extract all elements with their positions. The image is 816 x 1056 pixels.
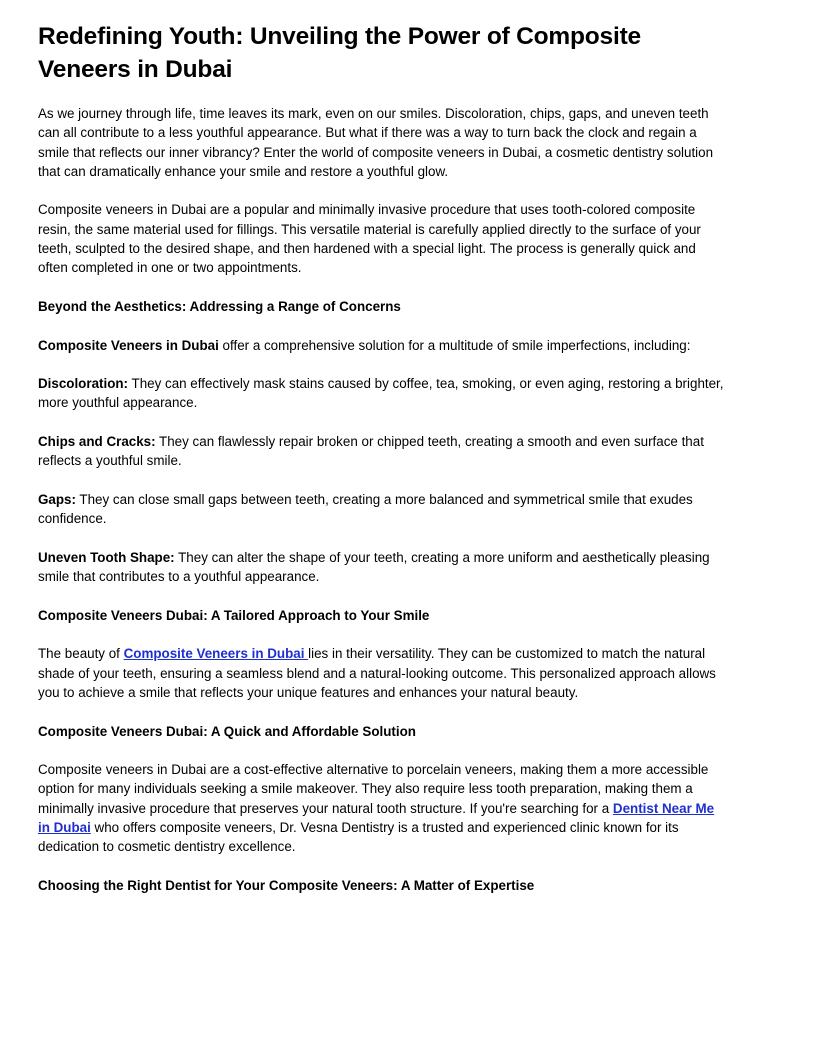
affordable-after: who offers composite veneers, Dr. Vesna Dentistry is a trusted and experienced clinic known for its dedication to cosmetic dentistry excellence.: [38, 819, 679, 855]
concern-shape: [38, 548, 728, 587]
section-heading-aesthetics: Beyond the Aesthetics: Addressing a Range of Concerns: [38, 298, 401, 314]
concern-label: Discoloration:: [38, 376, 129, 392]
dentist-near-me-link[interactable]: Dentist Near Me in Dubai: [38, 800, 715, 835]
section-heading-tailored: Composite Veneers Dubai: A Tailored Approach to Your Smile: [38, 607, 430, 623]
intro-paragraph-1: As we journey through life, time leaves its mark, even on our smiles. Discoloration, chips, gaps, and uneven teeth can all contribute to a less youthful appearance. But what if there was a way to turn back the clock and regain a smile that reflects our inner vibrancy? Enter the world of composite veneers in Dubai, a cosmetic dentistry solution that can dramatically enhance your smile and restore a youthful glow.: [38, 106, 714, 179]
tailored-before: The beauty of: [38, 646, 124, 662]
tailored-after: lies in their versatility. They can be customized to match the natural shade of your teeth, ensuring a seamless blend and a natural-looking outcome. This personalized approach allows you to achieve a smile that reflects your unique features and enhances your natural beauty.: [38, 646, 716, 700]
concern-label: Gaps:: [38, 491, 76, 507]
concern-chips: [38, 432, 728, 471]
composite-veneers-link[interactable]: Composite Veneers in Dubai: [123, 646, 309, 662]
concern-label: Uneven Tooth Shape:: [38, 549, 175, 565]
article-body: [38, 104, 728, 914]
concern-discoloration: [38, 374, 728, 413]
offer-bold: Composite Veneers in Dubai: [38, 337, 219, 353]
tailored-paragraph: [38, 644, 728, 702]
concern-text: They can effectively mask stains caused by coffee, tea, smoking, or even aging, restoring a brighter, more youthful appearance.: [38, 376, 724, 411]
page-title: Redefining Youth: Unveiling the Power of Composite Veneers in Dubai: [38, 23, 641, 83]
section-heading-affordable: Composite Veneers Dubai: A Quick and Affordable Solution: [38, 723, 416, 739]
affordable-before: Composite veneers in Dubai are a cost-effective alternative to porcelain veneers, making them a more accessible option for many individuals seeking a smile makeover. They also require less tooth preparation, making them a minimally invasive procedure that preserves your natural tooth structure. If you're searching for a: [38, 762, 709, 816]
intro-paragraph-2: Composite veneers in Dubai are a popular and minimally invasive procedure that uses tooth-colored composite resin, the same material used for fillings. This versatile material is carefully applied directly to the surface of your teeth, sculpted to the desired shape, and then hardened with a special light. The process is generally quick and often completed in one or two appointments.: [38, 202, 701, 276]
concern-text: They can close small gaps between teeth, creating a more balanced and symmetrical smile that exudes confidence.: [38, 491, 693, 527]
affordable-paragraph: [38, 760, 728, 856]
concern-text: They can alter the shape of your teeth, creating a more uniform and aesthetically pleasing smile that contributes to a youthful appearance.: [38, 549, 710, 585]
section-heading-choosing: Choosing the Right Dentist for Your Composite Veneers: A Matter of Expertise: [38, 877, 535, 893]
concern-gaps: [38, 490, 728, 529]
concern-label: Chips and Cracks:: [38, 434, 156, 450]
offer-text: offer a comprehensive solution for a multitude of smile imperfections, including:: [218, 337, 691, 353]
concern-text: They can flawlessly repair broken or chipped teeth, creating a smooth and even surface that reflects a youthful smile.: [38, 434, 704, 469]
offer-paragraph: [38, 336, 728, 355]
